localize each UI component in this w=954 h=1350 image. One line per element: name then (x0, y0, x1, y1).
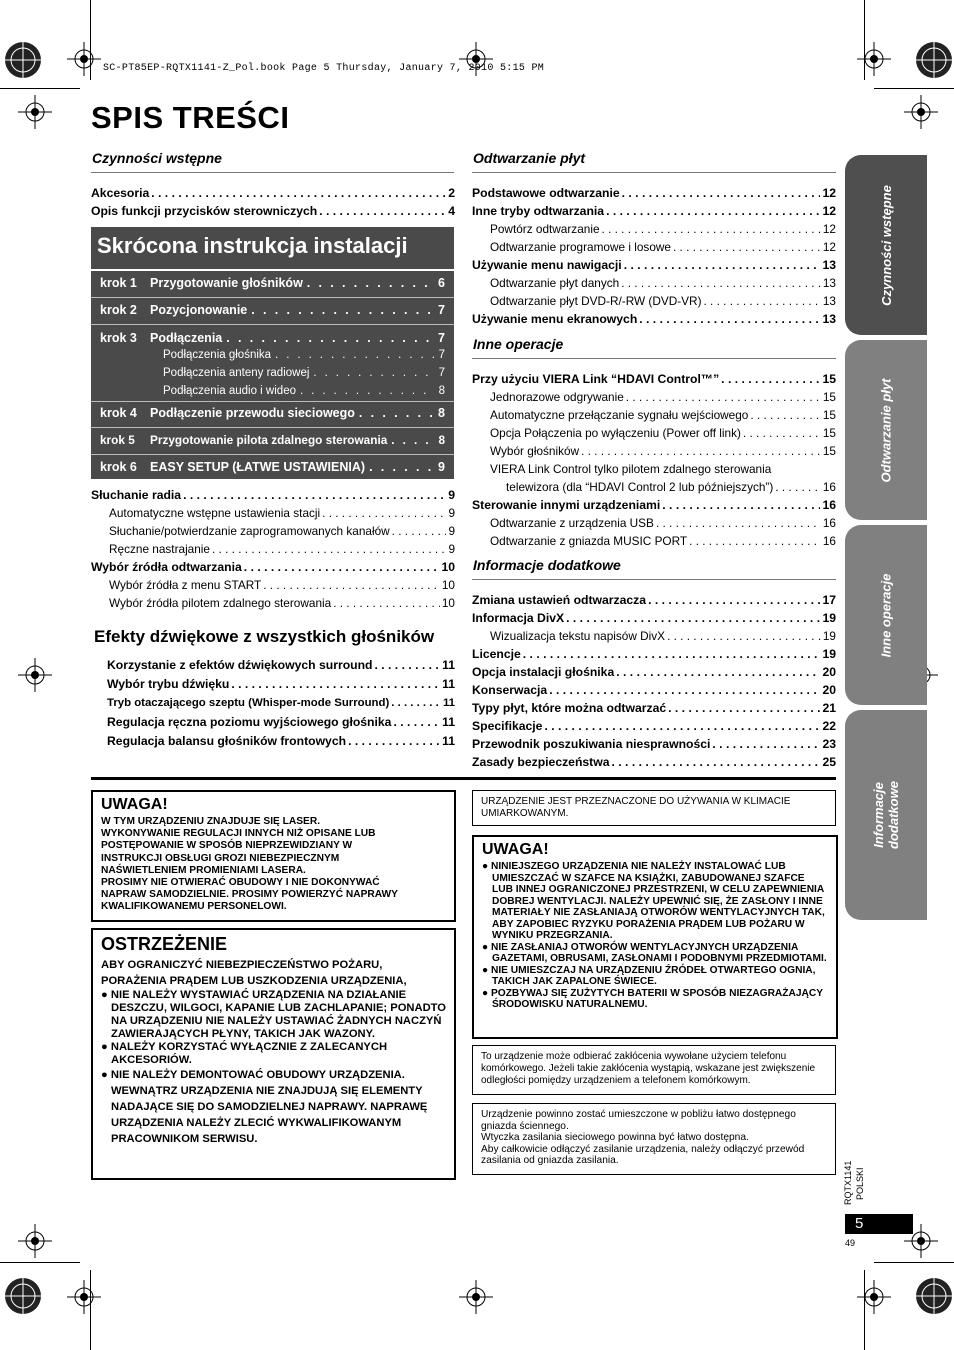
toc-entry[interactable]: Akcesoria . . . 2 (91, 184, 455, 202)
toc-subentry[interactable]: Powtórz odtwarzanie . . . 12 (472, 220, 836, 238)
divider (91, 454, 454, 455)
file-header: SC-PT85EP-RQTX1141-Z_Pol.book Page 5 Thursday, January 7, 2010 5:15 PM (103, 63, 545, 74)
toc-entry[interactable]: Inne tryby odtwarzania . . . 12 (472, 202, 836, 220)
warning-text: ● NINIEJSZEGO URZĄDZENIA NIE NALEŻY INSTALOWAĆ LUB UMIESZCZAĆ W SZAFCE NA KSIĄŻKI, ZABUDOWANEJ SZAFCE LUB INNEJ OGRANICZONEJ PRZESTRZENI, W CELU ZAPEWNIENIA DOBREJ WENTYLACJI. NALEŻY UPEWNIĆ SIĘ, ŻE ZASŁONY I INNE MATERIAŁY NIE ZASŁANIAJĄ OTWORÓW WENTYLACYJNYCH TAK, ABY ZAPOBIEC RYZYKU PORAŻENIA PRĄDEM LUB POŻARU W WYNIKU PRZEGRZANIA. ● NIE ZASŁANIAJ OTWORÓW WENTYLACYJNYCH URZĄDZENIA GAZETAMI, OBRUSAMI, ZASŁONAMI I PODOBNYMI PRZEDMIOTAMI. ● NIE UMIESZCZAJ NA URZĄDZENIU ŹRÓDEŁ OTWARTEGO OGNIA, TAKICH JAK ZAPALONE ŚWIECE. ● POZBYWAJ SIĘ ZUŻYTYCH BATERII W SPOSÓB NIEZAGRAŻAJĄCY ŚRODOWISKU NATURALNEMU. (482, 861, 827, 1010)
toc-subentry[interactable]: Wybór źródła pilotem zdalnego sterowania . . . 10 (91, 594, 455, 612)
crosshair-mark-icon (459, 1280, 493, 1314)
crop-line (864, 0, 865, 80)
power-socket-note: Urządzenie powinno zostać umieszczone w pobliżu łatwo dostępnego gniazda ściennego. Wtyczka zasilania sieciowego powinna być łatwo dostępna. Aby całkowicie odłączyć zasilanie urządzenia, należy odłączyć przewód zasilania od gniazda zasilania. (472, 1103, 836, 1175)
toc-subentry[interactable]: Ręczne nastrajanie . . . 9 (91, 540, 455, 558)
toc-czynnosci (91, 184, 455, 220)
toc-step-3[interactable]: krok 3 Podłączenia . . . 7 (100, 331, 445, 345)
crosshair-mark-icon (18, 658, 52, 692)
warning-title: UWAGA! (482, 841, 549, 858)
toc-informacje (472, 591, 836, 771)
crop-line (90, 0, 91, 80)
registration-mark-icon (914, 1276, 954, 1316)
quick-install-box (91, 227, 454, 479)
section-divider (91, 777, 836, 780)
toc-entry[interactable]: Zasady bezpieczeństwa . . . 25 (472, 753, 836, 771)
toc-subentry[interactable]: Jednorazowe odgrywanie . . . 15 (472, 388, 836, 406)
climate-note: URZĄDZENIE JEST PRZEZNACZONE DO UŻYWANIA W KLIMACIE UMIARKOWANYM. (472, 790, 836, 826)
toc-subentry[interactable]: Wybór źródła z menu START . . . 10 (91, 576, 455, 594)
section-rule (472, 358, 836, 359)
toc-step-4[interactable]: krok 4 Podłączenie przewodu sieciowego . . . 8 (100, 406, 445, 420)
toc-step-1[interactable]: krok 1 Przygotowanie głośników . . . 6 (100, 276, 445, 290)
sheet-number: 49 (845, 1238, 856, 1248)
toc-entry[interactable]: Regulacja ręczna poziomu wyjściowego głośnika . . . 11 (107, 713, 455, 732)
toc-entry[interactable]: Przy użyciu VIERA Link “HDAVI Control™” . . . 15 (472, 370, 836, 388)
crosshair-mark-icon (904, 95, 938, 129)
toc-entry[interactable]: Słuchanie radia . . . 9 (91, 486, 455, 504)
toc-entry[interactable]: Regulacja balansu głośników frontowych . . . 11 (107, 732, 455, 751)
toc-subentry[interactable]: Opcja Połączenia po wyłączeniu (Power off link) . . . 15 (472, 424, 836, 442)
crosshair-mark-icon (18, 95, 52, 129)
tab-label: Informacje dodatkowe (871, 781, 901, 849)
page-title: SPIS TREŚCI (91, 100, 290, 135)
toc-subentry[interactable]: Odtwarzanie programowe i losowe . . . 12 (472, 238, 836, 256)
toc-substep[interactable]: Podłączenia głośnika . . . 7 (100, 349, 445, 361)
warning-text: ABY OGRANICZYĆ NIEBEZPIECZEŃSTWO POŻARU, PORAŻENIA PRĄDEM LUB USZKODZENIA URZĄDZENIA, ● NIE NALEŻY WYSTAWIAĆ URZĄDZENIA NA DZIAŁANIE DESZCZU, WILGOCI, KAPANIE LUB ZACHLAPANIE; PONADTO NA URZĄDZENIU NIE NALEŻY USTAWIAĆ ŻADNYCH NACZYŃ ZAWIERAJĄCYCH PŁYNY, TAKICH JAK WAZONY. ● NALEŻY KORZYSTAĆ WYŁĄCZNIE Z ZALECANYCH AKCESORIÓW. ● NIE NALEŻY DEMONTOWAĆ OBUDOWY URZĄDZENIA. WEWNĄTRZ URZĄDZENIA NIE ZNAJDUJĄ SIĘ ELEMENTY NADAJĄCE SIĘ DO SAMODZIELNEJ NAPRAWY. NAPRAWĘ URZĄDZENIA NALEŻY ZLECIĆ WYKWALIFIKOWANYM PRACOWNIKOM SERWISU. (101, 959, 446, 1145)
divider (91, 324, 454, 325)
toc-entry[interactable]: Specifikacje . . . 22 (472, 717, 836, 735)
divider (91, 401, 454, 402)
toc-entry[interactable]: Używanie menu ekranowych . . . 13 (472, 310, 836, 328)
tab-label: Inne operacje (878, 573, 894, 657)
toc-entry[interactable]: Informacja DivX . . . 19 (472, 609, 836, 627)
toc-entry[interactable]: Przewodnik poszukiwania niesprawności . . . 23 (472, 735, 836, 753)
toc-radio (91, 486, 455, 612)
section-title-czynnosci: Czynności wstępne (92, 150, 222, 166)
toc-entry[interactable]: Opcja instalacji głośnika . . . 20 (472, 663, 836, 681)
toc-effects (107, 656, 455, 751)
ventilation-warning-box (472, 835, 838, 1039)
crosshair-mark-icon (18, 1224, 52, 1258)
toc-entry[interactable]: Korzystanie z efektów dźwiękowych surround . . . 11 (107, 656, 455, 675)
toc-entry[interactable]: Zmiana ustawień odtwarzacza . . . 17 (472, 591, 836, 609)
warning-title: OSTRZEŻENIE (101, 934, 228, 954)
page-number-box (845, 1214, 913, 1234)
section-rule (472, 579, 836, 580)
tab-odtwarzanie-plyt[interactable] (845, 340, 927, 520)
toc-entry[interactable]: Opis funkcji przycisków sterowniczych . . . 4 (91, 202, 455, 220)
toc-entry[interactable]: Licencje . . . 19 (472, 645, 836, 663)
toc-inne (472, 370, 836, 550)
section-title-informacje: Informacje dodatkowe (473, 557, 621, 573)
crop-line (874, 1262, 954, 1263)
laser-warning-box (91, 790, 456, 922)
registration-mark-icon (3, 40, 43, 80)
crop-line (0, 88, 80, 89)
crosshair-mark-icon (857, 42, 891, 76)
toc-entry[interactable]: Typy płyt, które można odtwarzać . . . 21 (472, 699, 836, 717)
quick-install-title: Skrócona instrukcja instalacji (97, 233, 408, 258)
section-rule (472, 172, 836, 173)
toc-subentry[interactable]: Wybór głośników . . . 15 (472, 442, 836, 460)
warning-text: W TYM URZĄDZENIU ZNAJDUJE SIĘ LASER. WYKONYWANIE REGULACJI INNYCH NIŻ OPISANE LUB POSTĘPOWANIE W SPOSÓB NIEPRZEWIDZIANY W INSTRUKCJI OBSŁUGI GROZI NIEBEZPIECZNYM NAŚWIETLENIEM PROMIENIAMI LASERA. PROSIMY NIE OTWIERAĆ OBUDOWY I NIE DOKONYWAĆ NAPRAW SAMODZIELNIE. PROSIMY POWIERZYĆ NAPRAWY KWALIFIKOWANEMU PERSONELOWI. (101, 816, 398, 913)
toc-step-5[interactable]: krok 5 Przygotowanie pilota zdalnego sterowania . . . 8 (100, 433, 445, 447)
toc-step-2[interactable]: krok 2 Pozycjonowanie . . . 7 (100, 303, 445, 317)
doc-code: RQTX1141 (843, 1160, 853, 1205)
toc-subentry[interactable]: Wizualizacja tekstu napisów DivX . . . 19 (472, 627, 836, 645)
toc-subentry[interactable]: VIERA Link Control tylko pilotem zdalnego sterowania (490, 462, 772, 476)
crop-line (874, 88, 954, 89)
toc-step-6[interactable]: krok 6 EASY SETUP (ŁATWE USTAWIENIA) . . . 9 (100, 460, 445, 474)
crop-line (90, 1270, 91, 1350)
tab-czynnosci-wstepne[interactable] (845, 155, 927, 335)
toc-subentry[interactable]: Odtwarzanie z urządzenia USB . . . 16 (472, 514, 836, 532)
registration-mark-icon (914, 40, 954, 80)
toc-substep[interactable]: Podłączenia audio i wideo . . . 8 (100, 385, 445, 397)
toc-substep[interactable]: Podłączenia anteny radiowej . . . 7 (100, 367, 445, 379)
tab-inne-operacje[interactable] (845, 525, 927, 705)
crosshair-mark-icon (67, 42, 101, 76)
page-number: 5 (855, 1215, 864, 1232)
section-rule (91, 172, 454, 173)
registration-mark-icon (3, 1276, 43, 1316)
divider (91, 427, 454, 428)
toc-entry[interactable]: Wybór trybu dźwięku . . . 11 (107, 675, 455, 694)
toc-subentry[interactable]: Słuchanie/potwierdzanie zaprogramowanych kanałów . . . 9 (91, 522, 455, 540)
toc-entry[interactable]: Tryb otaczającego szeptu (Whisper-mode Surround) . . . 11 (107, 694, 455, 713)
tab-label: Czynności wstępne (878, 184, 894, 306)
toc-subentry[interactable]: Automatyczne wstępne ustawienia stacji . . . 9 (91, 504, 455, 522)
divider (91, 297, 454, 298)
toc-entry[interactable]: Używanie menu nawigacji . . . 13 (472, 256, 836, 274)
warning-title: UWAGA! (101, 796, 168, 813)
phone-interference-note: To urządzenie może odbierać zakłócenia wywołane użyciem telefonu komórkowego. Jeżeli takie zakłócenia wystąpią, wskazane jest zwiększenie odległości pomiędzy urządzeniem a telefonem komórkowym. (472, 1045, 836, 1095)
crosshair-mark-icon (857, 1280, 891, 1314)
toc-subentry[interactable]: Odtwarzanie płyt DVD-R/-RW (DVD-VR) . . . 13 (472, 292, 836, 310)
toc-subentry[interactable]: telewizora (dla “HDAVI Control 2 lub późniejszych”) . . . 16 (472, 478, 836, 496)
tab-informacje-dodatkowe[interactable] (845, 710, 927, 920)
toc-subentry[interactable]: Odtwarzanie płyt danych . . . 13 (472, 274, 836, 292)
ostrzezenie-box (91, 928, 456, 1180)
toc-subentry[interactable]: Odtwarzanie z gniazda MUSIC PORT . . . 16 (472, 532, 836, 550)
toc-entry[interactable]: Podstawowe odtwarzanie . . . 12 (472, 184, 836, 202)
tab-label: Odtwarzanie płyt (878, 377, 894, 483)
divider (91, 269, 454, 271)
toc-entry[interactable]: Konserwacja . . . 20 (472, 681, 836, 699)
toc-entry[interactable]: Sterowanie innymi urządzeniami . . . 16 (472, 496, 836, 514)
toc-subentry[interactable]: Automatyczne przełączanie sygnału wejściowego . . . 15 (472, 406, 836, 424)
language-label: POLSKI (855, 1167, 865, 1200)
section-title-odtwarzanie: Odtwarzanie płyt (473, 150, 586, 166)
section-title-inne: Inne operacje (473, 336, 564, 352)
crosshair-mark-icon (67, 1280, 101, 1314)
effects-section-title: Efekty dźwiękowe z wszystkich głośników (94, 627, 435, 646)
toc-odtwarzanie (472, 184, 836, 328)
crop-line (864, 1270, 865, 1350)
toc-entry[interactable]: Wybór źródła odtwarzania . . . 10 (91, 558, 455, 576)
crop-line (0, 1262, 80, 1263)
